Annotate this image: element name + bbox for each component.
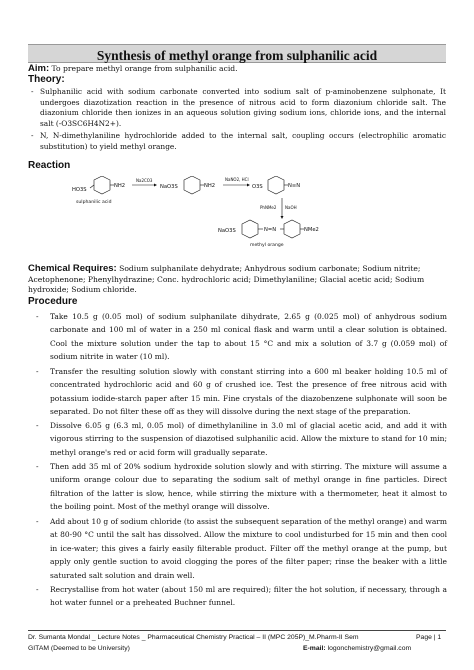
- footer-divider: [28, 630, 446, 631]
- chemicals-block: [28, 264, 446, 296]
- procedure-step-6: - Recrystallise from hot water (about 150 ml are required); filter the hot solution, if necessary, through a hot water funnel or a preheated Buchner funnel.: [36, 585, 447, 608]
- procedure-step-text: Dissolve 6.05 g (6.3 ml, 0.05 mol) of dimethylaniline in 3.0 ml of glacial acetic acid, and add it with vigorous stirring to the suspension of diazotised sulphanilic acid. Allow the mixture to stand for 10 min; methyl orange's red or acid form will gradually separate.: [50, 421, 447, 457]
- title-bar: [28, 44, 446, 63]
- aim-label: Aim:: [28, 63, 50, 74]
- aim-text: To prepare methyl orange from sulphanilic acid.: [51, 64, 238, 73]
- ho3s-group: HO3S: [72, 187, 87, 193]
- page-title: Synthesis of methyl orange from sulphanilic acid: [96, 48, 378, 63]
- procedure-step-text: Add about 10 g of sodium chloride (to assist the subsequent separation of the methyl orange) and warm at 80-90 °C until the salt has dissolved. Allow the mixture to cool undisturbed for 15 min and then cool in ice-water; this gives a fairly easily filterable product. Filter off the methyl orange at the pump, but apply only gentle suction to avoid clogging the pores of the filter paper; rinse the beaker with a little saturated salt solution and drain well.: [50, 517, 447, 580]
- theory-bullet-text: Sulphanilic acid with sodium carbonate converted into sodium salt of p-aminobenzene sulphonate, It undergoes diazotization reaction in the presence of nitrous acid to form diazonium chloride salt. The diazonium chloride then ionizes in an aqueous solution giving sodium ions, chloride ions, and the internal salt (-O3SC6H4N2+).: [40, 87, 446, 128]
- reaction-scheme: [70, 176, 380, 256]
- benzene-ring: [242, 220, 258, 238]
- footer-page-number: Page | 1: [416, 634, 442, 641]
- nh2-group: NH2: [204, 183, 216, 189]
- theory-heading: Theory:: [28, 74, 65, 85]
- aim-line: [28, 63, 238, 74]
- theory-bullet-text: N, N-dimethylaniline hydrochloride added to the internal salt, coupling occurs (electrophilic aromatic substitution) to yield methyl orange.: [40, 131, 446, 151]
- benzene-ring: [284, 220, 300, 238]
- reagent-phnme2: PhNMe2: [260, 205, 277, 210]
- benzene-ring: [268, 176, 284, 194]
- procedure-step-2: - Transfer the resulting solution slowly with constant stirring into a 600 ml beaker holding 10.5 ml of concentrated hydrochloric acid and 60 g of crushed ice. Test the presence of free nitrous acid with potassium iodide-starch paper after 15 min. Fine crystals of the diazobenzene sulphonate will soon be separated. Do not filter these off as they will dissolve during the next stage of the preparation.: [36, 367, 447, 417]
- procedure-step-4: - Then add 35 ml of 20% sodium hydroxide solution slowly and with stirring. The mixture will assume a uniform orange colour due to separating the sodium salt of methyl orange in fine particles. Direct filtration of the latter is slow, hence, while stirring the mixture with a thermometer, heat it almost to the boiling point. Most of the methyl orange will dissolve.: [36, 462, 447, 512]
- chemicals-label: Chemical Requires:: [28, 263, 117, 274]
- nao3s-group: NaO3S: [218, 228, 236, 234]
- procedure-step-5: - Add about 10 g of sodium chloride (to assist the subsequent separation of the methyl orange) and warm at 80-90 °C until the salt has dissolved. Allow the mixture to cool undisturbed for 15 min and then cool in ice-water; this gives a fairly easily filterable product. Filter off the methyl orange at the pump, but apply only gentle suction to avoid clogging the pores of the filter paper; rinse the beaker with a little saturated salt solution and drain well.: [36, 517, 447, 580]
- chemicals-text: Sodium sulphanilate dehydrate; Anhydrous sodium carbonate; Sodium nitrite; Acetophenone; Phenylhydrazine; Conc. hydrochloric acid; Dimethylaniline; Glacial acetic acid; Sodium hydroxide; Sodium chloride.: [28, 264, 425, 295]
- procedure-heading: Procedure: [28, 296, 78, 307]
- benzene-ring: [184, 176, 200, 194]
- footer-lecture-notes: Dr. Sumanta Mondal _ Lecture Notes _ Pharmaceutical Chemistry Practical – II (MPC 205P)_M.Pharm-II Sem: [28, 634, 359, 641]
- theory-bullet-2: - N, N-dimethylaniline hydrochloride added to the internal salt, coupling occurs (electrophilic aromatic substitution) to yield methyl orange.: [31, 131, 446, 151]
- sulphanilic-label: sulphanilic acid: [76, 200, 112, 205]
- footer-email-address[interactable]: logonchemistry@gmail.com: [327, 645, 412, 652]
- procedure-step-text: Take 10.5 g (0.05 mol) of sodium sulphanilate dihydrate, 2.65 g (0.025 mol) of anhydrous sodium carbonate and 100 ml of water in a 250 ml conical flask and warm until a clear solution is obtained. Cool the mixture solution under the tap to about 15 °C and mix a solution of 3.7 g (0.059 mol) of sodium nitrite in water (10 ml).: [50, 312, 447, 362]
- footer-email-label: E-mail:: [303, 645, 326, 652]
- procedure-step-text: Recrystallise from hot water (about 150 ml are required); filter the hot solution, if necessary, through a hot water funnel or a preheated Buchner funnel.: [50, 585, 447, 608]
- azo-group: N=N: [264, 227, 277, 233]
- n2-group: N≡N: [288, 183, 301, 189]
- reaction-heading: Reaction: [28, 160, 71, 171]
- nh2-group: NH2: [114, 183, 126, 189]
- methyl-orange-label: methyl orange: [250, 243, 284, 248]
- nme2-group: NMe2: [304, 227, 319, 233]
- reagent-na2co3: Na2CO3: [136, 178, 153, 183]
- theory-bullet-1: - Sulphanilic acid with sodium carbonate converted into sodium salt of p-aminobenzene sulphonate, It undergoes diazotization reaction in the presence of nitrous acid to form diazonium chloride salt. The diazonium chloride then ionizes in an aqueous solution giving sodium ions, chloride ions, and the internal salt (-O3SC6H4N2+).: [31, 87, 446, 128]
- benzene-ring: [94, 176, 110, 194]
- procedure-step-3: - Dissolve 6.05 g (6.3 ml, 0.05 mol) of dimethylaniline in 3.0 ml of glacial acetic acid, and add it with vigorous stirring to the suspension of diazotised sulphanilic acid. Allow the mixture to stand for 10 min; methyl orange's red or acid form will gradually separate.: [36, 421, 447, 457]
- footer-organization: GITAM (Deemed to be University): [28, 645, 130, 652]
- procedure-step-text: Transfer the resulting solution slowly with constant stirring into a 600 ml beaker holding 10.5 ml of concentrated hydrochloric acid and 60 g of crushed ice. Test the presence of free nitrous acid with potassium iodide-starch paper after 15 min. Fine crystals of the diazobenzene sulphonate will soon be separated. Do not filter these off as they will dissolve during the next stage of the preparation.: [50, 367, 447, 417]
- reagent-nano2: NaNO2, HCl: [225, 177, 249, 182]
- footer-email: [303, 645, 411, 652]
- nao3s-group: NaO3S: [160, 184, 178, 190]
- reagent-naoh: NaOH: [285, 205, 297, 210]
- procedure-step-text: Then add 35 ml of 20% sodium hydroxide solution slowly and with stirring. The mixture will assume a uniform orange colour due to separating the sodium salt of methyl orange in fine particles. Direct filtration of the latter is slow, hence, while stirring the mixture with a thermometer, heat it almost to the boiling point. Most of the methyl orange will dissolve.: [50, 462, 447, 512]
- procedure-step-1: - Take 10.5 g (0.05 mol) of sodium sulphanilate dihydrate, 2.65 g (0.025 mol) of anhydrous sodium carbonate and 100 ml of water in a 250 ml conical flask and warm until a clear solution is obtained. Cool the mixture solution under the tap to about 15 °C and mix a solution of 3.7 g (0.059 mol) of sodium nitrite in water (10 ml).: [36, 312, 447, 362]
- o3s-group: O3S: [252, 184, 263, 190]
